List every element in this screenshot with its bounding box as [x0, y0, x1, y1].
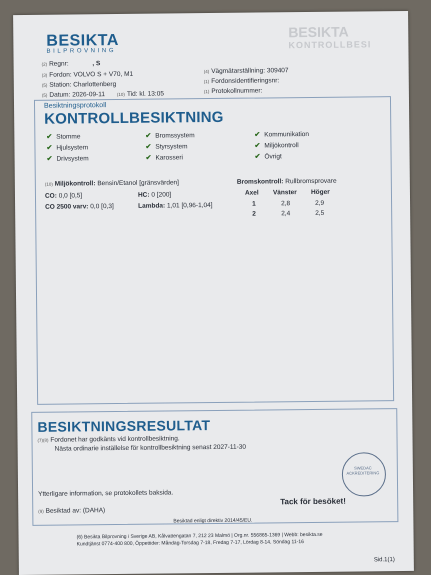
miljo-hc: HC: 0 [200] [137, 191, 172, 199]
page-number: Sid.1(1) [373, 557, 395, 564]
brake-axel-1: 1 [252, 200, 256, 208]
besiktad-av: (9) Besiktad av: (DAHA) [38, 507, 106, 515]
field-station: (5) Station: Charlottenberg [41, 81, 117, 89]
check-miljokontroll: ✔ Miljökontroll [254, 142, 299, 150]
field-protokollnummer: (1) Protokollnummer: [203, 87, 263, 96]
field-vagmatare: (4) Vägmätarställning: 309407 [203, 67, 289, 76]
more-info-note: Ytterligare information, se protokollets baksida. [38, 489, 174, 498]
brake-col-axel: Axel [244, 189, 259, 197]
field-fordon: (3) Fordon: VOLVO S + V70, M1 [41, 70, 134, 79]
checkmark-icon: ✔ [254, 142, 261, 150]
protocol-title: KONTROLLBESIKTNING [44, 108, 224, 128]
bleed-through-line-2: KONTROLLBESI [288, 39, 372, 51]
checkmark-icon: ✔ [254, 131, 261, 139]
result-title: BESIKTNINGSRESULTAT [37, 417, 211, 435]
footer-company: (6) Besikta Bilprovning i Sverige AB, Kålvattengatan 7, 212 23 Malmö | Org.nr. 556865-1369 | Webb: besikta.se [76, 531, 323, 541]
check-karosseri: ✔ Karosseri [145, 154, 183, 162]
check-stomme: ✔ Stomme [46, 133, 81, 141]
miljo-co2500: CO 2500 varv: 0,0 [0,3] [45, 203, 114, 211]
miljo-heading: (10) Miljökontroll: Bensin/Etanol [gränsvärden] [44, 179, 180, 188]
inspection-document [13, 11, 414, 575]
besikta-logo [46, 32, 119, 55]
field-tid: (10) Tid: kl. 13:05 [116, 90, 164, 98]
check-drivsystem: ✔ Drivsystem [46, 155, 89, 163]
logo-subtitle: BILPROVNING [46, 48, 117, 55]
brake-axel-1-left: 2,8 [281, 200, 291, 208]
check-ovrigt: ✔ Övrigt [254, 153, 282, 161]
checkmark-icon: ✔ [145, 154, 152, 162]
checkmark-icon: ✔ [46, 133, 53, 141]
check-styrsystem: ✔ Styrsystem [145, 143, 188, 151]
bleed-through-text [288, 25, 371, 52]
checkmark-icon: ✔ [254, 153, 261, 161]
checkmark-icon: ✔ [46, 144, 53, 152]
field-datum: (5) Datum: 2026-09-11 [41, 91, 106, 99]
miljo-co: CO: 0,0 [0,5] [44, 192, 83, 200]
swedac-seal-text: SWEDAC ACKREDITERING [346, 465, 380, 476]
thanks-message: Tack för besöket! [280, 496, 346, 507]
miljo-lambda: Lambda: 1,01 [0,96-1,04] [138, 202, 213, 210]
footer-hours: Kundtjänst 0774-400 800, Öppettider: Måndag-Torsdag 7-18, Fredag 7-17, Lördag 8-14, Söndag 11-16 [76, 539, 304, 548]
checkmark-icon: ✔ [46, 155, 53, 163]
result-line-2: Nästa ordinarie inställelse för kontrollbesiktning senast 2027-11-30 [54, 443, 247, 453]
logo-name: BESIKTA [46, 31, 119, 50]
brake-axel-2: 2 [252, 210, 256, 218]
field-regnr: (2) Regnr: , S [41, 60, 101, 68]
protocol-label: Besiktningsprotokoll [43, 102, 107, 110]
check-bromssystem: ✔ Bromssystem [145, 132, 195, 140]
result-line-1: (7)(8) Fordonet har godkänts vid kontrollbesiktning. [37, 435, 180, 444]
brake-col-left: Vänster [272, 189, 297, 197]
check-hjulsystem: ✔ Hjulsystem [46, 144, 89, 152]
brake-axel-2-left: 2,4 [281, 210, 291, 218]
brake-axel-1-right: 2,9 [315, 199, 325, 207]
checkmark-icon: ✔ [145, 143, 152, 151]
check-kommunikation: ✔ Kommunikation [254, 130, 310, 139]
field-fordonsid: (1) Fordonsidentifieringsnr: [203, 77, 280, 86]
bleed-through-line-1: BESIKTA [288, 23, 349, 41]
footer-directive: Besiktad enligt direktiv 2014/45/EU. [173, 517, 253, 525]
brake-axel-2-right: 2,5 [315, 209, 325, 217]
brake-heading: Bromskontroll: Rullbromsprovare [236, 177, 337, 186]
brake-col-right: Höger [310, 188, 330, 196]
checkmark-icon: ✔ [145, 132, 152, 140]
